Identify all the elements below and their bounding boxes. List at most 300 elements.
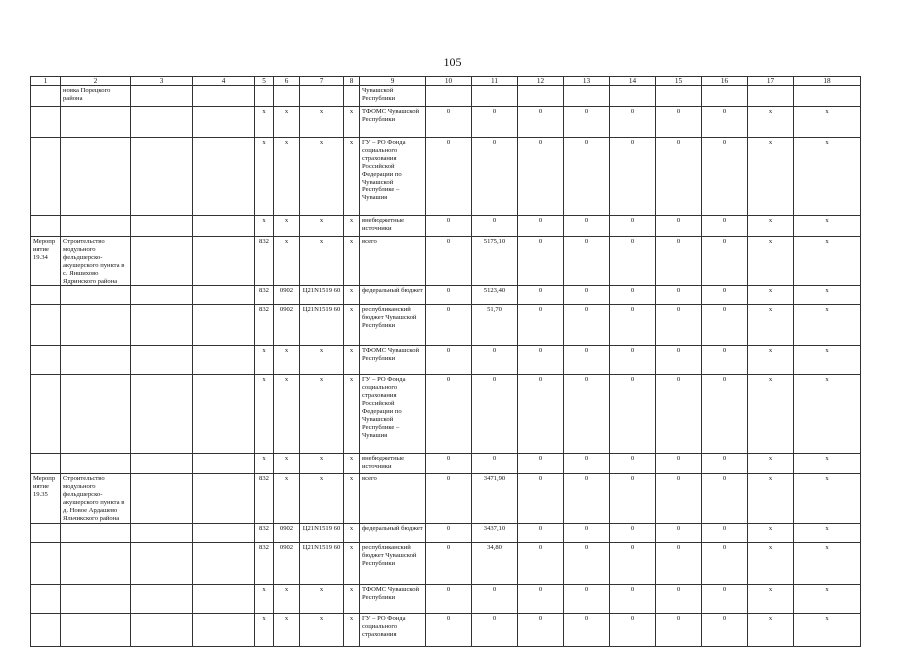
table-cell: x — [255, 584, 274, 613]
table-cell: 0 — [518, 454, 564, 474]
column-header: 10 — [426, 77, 472, 86]
table-cell: 0 — [656, 237, 702, 286]
table-cell — [255, 86, 274, 107]
table-cell: 0 — [702, 107, 748, 138]
table-cell: республиканский бюджет Чувашской Республики — [360, 542, 426, 584]
table-cell: новка Порецкого района — [61, 86, 131, 107]
table-cell: 0 — [564, 542, 610, 584]
table-cell: 0 — [564, 107, 610, 138]
table-cell: 0 — [610, 542, 656, 584]
table-cell: 0 — [426, 237, 472, 286]
table-cell: 0 — [472, 346, 518, 375]
table-cell — [131, 216, 193, 237]
table-cell: x — [255, 216, 274, 237]
table-cell: x — [274, 584, 300, 613]
table-cell — [193, 454, 255, 474]
table-cell: x — [344, 216, 360, 237]
table-cell — [31, 542, 61, 584]
table-row — [31, 474, 861, 523]
table-cell: 0 — [702, 375, 748, 454]
table-cell: x — [344, 584, 360, 613]
table-cell: 0 — [518, 286, 564, 305]
table-cell: 0 — [518, 346, 564, 375]
table-cell: x — [794, 542, 861, 584]
table-cell — [518, 86, 564, 107]
table-cell: 0 — [702, 584, 748, 613]
table-cell: 0 — [472, 613, 518, 646]
table-cell: федеральный бюджет — [360, 523, 426, 542]
column-header: 6 — [274, 77, 300, 86]
table-cell: x — [748, 523, 794, 542]
table-cell: x — [274, 237, 300, 286]
table-cell: 0 — [564, 523, 610, 542]
table-cell: 0 — [656, 542, 702, 584]
table-cell: 0 — [426, 584, 472, 613]
table-cell — [61, 216, 131, 237]
table-cell — [131, 584, 193, 613]
table-cell — [131, 375, 193, 454]
table-cell: x — [794, 305, 861, 346]
budget-table — [30, 76, 861, 647]
table-cell: x — [344, 237, 360, 286]
table-cell — [31, 86, 61, 107]
table-row — [31, 237, 861, 286]
table-row — [31, 138, 861, 216]
table-cell: 0 — [518, 138, 564, 216]
table-cell: Чувашской Республики — [360, 86, 426, 107]
table-cell: Мероприятие 19.35 — [31, 474, 61, 523]
table-cell: x — [300, 584, 344, 613]
table-cell: 0 — [610, 305, 656, 346]
table-cell: 0 — [564, 286, 610, 305]
table-cell — [131, 454, 193, 474]
table-cell — [193, 613, 255, 646]
table-cell: 5123,40 — [472, 286, 518, 305]
table-cell: внебюджетные источники — [360, 216, 426, 237]
table-cell: 0 — [564, 613, 610, 646]
table-cell: x — [274, 138, 300, 216]
table-cell — [193, 138, 255, 216]
table-cell: x — [300, 107, 344, 138]
table-row — [31, 346, 861, 375]
table-cell — [131, 613, 193, 646]
table-cell: 0 — [564, 237, 610, 286]
column-header: 9 — [360, 77, 426, 86]
table-cell: 0 — [656, 216, 702, 237]
table-cell: 0 — [426, 138, 472, 216]
column-header: 13 — [564, 77, 610, 86]
table-cell: x — [255, 454, 274, 474]
table-cell: 0 — [564, 138, 610, 216]
column-header: 4 — [193, 77, 255, 86]
table-cell: x — [274, 375, 300, 454]
table-cell — [564, 86, 610, 107]
table-cell: x — [274, 216, 300, 237]
table-cell: 0 — [426, 346, 472, 375]
table-row — [31, 584, 861, 613]
table-cell: 0 — [518, 375, 564, 454]
table-cell: 0 — [472, 138, 518, 216]
table-cell: 0 — [426, 613, 472, 646]
table-cell: 0 — [564, 474, 610, 523]
table-cell: 0 — [656, 346, 702, 375]
table-cell — [131, 286, 193, 305]
table-cell: ГУ – РО Фонда социального страхования Российской Федерации по Чувашской Республике – Чувашия — [360, 138, 426, 216]
table-cell: x — [794, 346, 861, 375]
table-cell: 0 — [656, 107, 702, 138]
table-cell: x — [794, 474, 861, 523]
table-cell: 0 — [702, 474, 748, 523]
table-cell: 0 — [472, 375, 518, 454]
column-header: 7 — [300, 77, 344, 86]
table-cell: 0 — [610, 474, 656, 523]
table-cell: 0902 — [274, 305, 300, 346]
table-cell: x — [794, 613, 861, 646]
column-header: 16 — [702, 77, 748, 86]
table-cell — [61, 305, 131, 346]
table-cell — [193, 375, 255, 454]
table-cell: x — [300, 454, 344, 474]
table-cell: 832 — [255, 286, 274, 305]
table-cell: 0 — [610, 216, 656, 237]
table-cell: 3471,90 — [472, 474, 518, 523]
table-cell: 0 — [564, 216, 610, 237]
table-row — [31, 375, 861, 454]
column-header: 14 — [610, 77, 656, 86]
table-cell: x — [344, 375, 360, 454]
table-cell: 0 — [702, 216, 748, 237]
table-cell — [344, 86, 360, 107]
table-cell — [31, 454, 61, 474]
table-cell: x — [748, 542, 794, 584]
table-cell: всего — [360, 237, 426, 286]
table-cell: 0 — [564, 346, 610, 375]
table-cell — [131, 474, 193, 523]
table-cell: 0 — [610, 286, 656, 305]
table-cell: 0 — [472, 107, 518, 138]
table-cell: Ц21N1519 60 — [300, 305, 344, 346]
table-row — [31, 286, 861, 305]
table-cell: 0 — [518, 237, 564, 286]
table-cell — [193, 86, 255, 107]
table-cell: 832 — [255, 523, 274, 542]
table-cell — [31, 138, 61, 216]
table-cell: 0 — [518, 216, 564, 237]
table-cell: 0 — [610, 454, 656, 474]
table-cell: x — [255, 138, 274, 216]
table-row — [31, 305, 861, 346]
column-header: 3 — [131, 77, 193, 86]
table-cell: всего — [360, 474, 426, 523]
table-cell: 0 — [656, 305, 702, 346]
table-cell: 34,80 — [472, 542, 518, 584]
table-cell: 0 — [702, 138, 748, 216]
column-header: 8 — [344, 77, 360, 86]
table-cell — [31, 107, 61, 138]
table-cell — [131, 542, 193, 584]
table-cell: x — [300, 375, 344, 454]
table-cell: x — [300, 138, 344, 216]
table-cell — [193, 107, 255, 138]
table-row — [31, 523, 861, 542]
table-cell: 0902 — [274, 523, 300, 542]
table-row — [31, 107, 861, 138]
table-cell: x — [794, 523, 861, 542]
table-cell: x — [344, 138, 360, 216]
table-cell: x — [300, 216, 344, 237]
table-cell: x — [794, 375, 861, 454]
table-cell — [31, 523, 61, 542]
table-cell — [193, 346, 255, 375]
table-cell — [131, 86, 193, 107]
table-cell — [131, 107, 193, 138]
table-cell — [656, 86, 702, 107]
table-cell — [61, 375, 131, 454]
table-cell: 0 — [426, 454, 472, 474]
column-header: 2 — [61, 77, 131, 86]
table-cell: x — [344, 613, 360, 646]
table-cell — [131, 138, 193, 216]
table-cell — [193, 542, 255, 584]
table-cell: 832 — [255, 474, 274, 523]
table-cell: 0 — [472, 584, 518, 613]
table-cell: x — [344, 474, 360, 523]
table-cell: x — [344, 305, 360, 346]
table-row — [31, 454, 861, 474]
table-cell: 832 — [255, 305, 274, 346]
table-cell: x — [794, 107, 861, 138]
table-cell: x — [344, 286, 360, 305]
table-row — [31, 86, 861, 107]
table-cell — [31, 305, 61, 346]
table-cell: 0 — [610, 613, 656, 646]
table-cell: 0 — [702, 613, 748, 646]
table-cell: 0 — [656, 584, 702, 613]
table-cell: x — [794, 286, 861, 305]
table-cell: 0 — [702, 305, 748, 346]
table-cell: 0 — [656, 138, 702, 216]
table-cell: 0 — [518, 523, 564, 542]
table-cell: x — [748, 346, 794, 375]
column-header: 11 — [472, 77, 518, 86]
table-cell — [31, 216, 61, 237]
table-cell: 0 — [472, 216, 518, 237]
table-cell: x — [794, 138, 861, 216]
table-cell: ТФОМС Чувашской Республики — [360, 107, 426, 138]
table-cell: x — [748, 584, 794, 613]
table-cell: 0 — [610, 138, 656, 216]
table-cell: 832 — [255, 542, 274, 584]
table-cell: Строительство модульного фельдшерско-акушерского пункта в д. Новое Ардашево Яльчикского района — [61, 474, 131, 523]
table-cell: x — [344, 454, 360, 474]
table-cell: x — [255, 613, 274, 646]
table-cell: 0902 — [274, 286, 300, 305]
table-cell — [61, 613, 131, 646]
table-cell — [61, 454, 131, 474]
table-cell: 0 — [426, 542, 472, 584]
table-cell — [31, 375, 61, 454]
table-cell: 0 — [518, 613, 564, 646]
table-cell: 0 — [518, 107, 564, 138]
table-cell: 0 — [702, 542, 748, 584]
table-cell: 0 — [564, 305, 610, 346]
table-cell — [131, 237, 193, 286]
table-cell — [193, 523, 255, 542]
table-cell: 0 — [656, 474, 702, 523]
table-cell: x — [748, 454, 794, 474]
table-cell — [702, 86, 748, 107]
table-cell — [193, 286, 255, 305]
table-cell: x — [748, 237, 794, 286]
table-cell: 0 — [656, 454, 702, 474]
table-row — [31, 613, 861, 646]
column-header: 15 — [656, 77, 702, 86]
table-cell — [193, 305, 255, 346]
table-cell: 0 — [702, 237, 748, 286]
table-cell — [274, 86, 300, 107]
table-cell — [31, 584, 61, 613]
table-cell — [61, 584, 131, 613]
column-header: 18 — [794, 77, 861, 86]
table-cell — [31, 346, 61, 375]
table-cell: x — [274, 346, 300, 375]
table-row — [31, 216, 861, 237]
table-cell — [472, 86, 518, 107]
column-header: 17 — [748, 77, 794, 86]
table-cell — [61, 523, 131, 542]
table-cell: 0 — [610, 237, 656, 286]
table-cell: 0 — [610, 346, 656, 375]
table-cell: ГУ – РО Фонда социального страхования — [360, 613, 426, 646]
table-cell: 0 — [702, 523, 748, 542]
table-cell: x — [344, 542, 360, 584]
table-cell: x — [300, 474, 344, 523]
table-cell: ТФОМС Чувашской Республики — [360, 346, 426, 375]
table-cell — [131, 346, 193, 375]
table-cell: 3437,10 — [472, 523, 518, 542]
table-cell: x — [344, 523, 360, 542]
table-cell: 0 — [702, 454, 748, 474]
table-cell — [300, 86, 344, 107]
table-cell: республиканский бюджет Чувашской Республики — [360, 305, 426, 346]
table-cell: 0 — [610, 375, 656, 454]
table-cell: x — [255, 375, 274, 454]
table-cell: 0 — [564, 584, 610, 613]
table-cell — [31, 286, 61, 305]
table-cell: x — [748, 375, 794, 454]
table-cell: Ц21N1519 60 — [300, 523, 344, 542]
table-cell: x — [748, 216, 794, 237]
table-cell: 0 — [656, 523, 702, 542]
table-cell — [61, 107, 131, 138]
table-cell: 0 — [702, 286, 748, 305]
table-cell: x — [748, 474, 794, 523]
table-cell: x — [794, 237, 861, 286]
table-cell: 0 — [610, 523, 656, 542]
table-cell: x — [274, 454, 300, 474]
table-cell: x — [255, 346, 274, 375]
table-cell — [794, 86, 861, 107]
table-cell: внебюджетные источники — [360, 454, 426, 474]
table-cell: x — [344, 107, 360, 138]
table-cell: 832 — [255, 237, 274, 286]
table-cell: ГУ – РО Фонда социального страхования Российской Федерации по Чувашской Республике – Чувашия — [360, 375, 426, 454]
table-cell: 51,70 — [472, 305, 518, 346]
table-cell — [131, 523, 193, 542]
table-cell: x — [748, 305, 794, 346]
table-cell — [426, 86, 472, 107]
table-cell: 0 — [472, 454, 518, 474]
table-cell: 0 — [518, 542, 564, 584]
column-header: 12 — [518, 77, 564, 86]
table-cell: x — [748, 613, 794, 646]
table-cell: 0 — [518, 474, 564, 523]
table-row — [31, 542, 861, 584]
page-number: 105 — [443, 55, 462, 69]
table-cell: x — [255, 107, 274, 138]
column-header: 1 — [31, 77, 61, 86]
table-cell: x — [794, 216, 861, 237]
table-cell: Ц21N1519 60 — [300, 542, 344, 584]
table-cell: 0902 — [274, 542, 300, 584]
table-cell: x — [748, 138, 794, 216]
table-cell: Строительство модульного фельдшерско-акушерского пункта в с. Яншихово Ядринского района — [61, 237, 131, 286]
table-cell: ТФОМС Чувашской Республики — [360, 584, 426, 613]
table-cell: 0 — [610, 107, 656, 138]
table-cell: 0 — [518, 584, 564, 613]
table-cell: Ц21N1519 60 — [300, 286, 344, 305]
table-cell: 0 — [610, 584, 656, 613]
table-cell: 0 — [426, 216, 472, 237]
table-cell — [131, 305, 193, 346]
table-cell: 0 — [426, 474, 472, 523]
table-cell: x — [748, 286, 794, 305]
table-cell: 0 — [426, 305, 472, 346]
table-cell: 0 — [426, 286, 472, 305]
table-cell: x — [794, 454, 861, 474]
table-cell: x — [794, 584, 861, 613]
table-cell — [61, 346, 131, 375]
table-cell — [193, 237, 255, 286]
table-cell: x — [300, 346, 344, 375]
table-cell: x — [748, 107, 794, 138]
table-cell: 0 — [426, 375, 472, 454]
table-cell: 0 — [656, 286, 702, 305]
table-cell — [31, 613, 61, 646]
table-cell — [193, 216, 255, 237]
table-cell — [193, 584, 255, 613]
table-cell — [193, 474, 255, 523]
table-cell: 0 — [564, 375, 610, 454]
table-cell: федеральный бюджет — [360, 286, 426, 305]
table-cell: 0 — [426, 107, 472, 138]
table-header-row — [31, 77, 861, 86]
table-cell: 0 — [426, 523, 472, 542]
table-cell: x — [274, 107, 300, 138]
table-cell: x — [274, 613, 300, 646]
table-cell — [748, 86, 794, 107]
table-cell: 0 — [656, 613, 702, 646]
table-cell — [61, 138, 131, 216]
table-cell — [610, 86, 656, 107]
table-cell — [61, 286, 131, 305]
table-cell: 0 — [518, 305, 564, 346]
table-cell: 0 — [564, 454, 610, 474]
table-cell: x — [300, 613, 344, 646]
column-header: 5 — [255, 77, 274, 86]
table-cell — [61, 542, 131, 584]
table-cell: Мероприятие 19.34 — [31, 237, 61, 286]
